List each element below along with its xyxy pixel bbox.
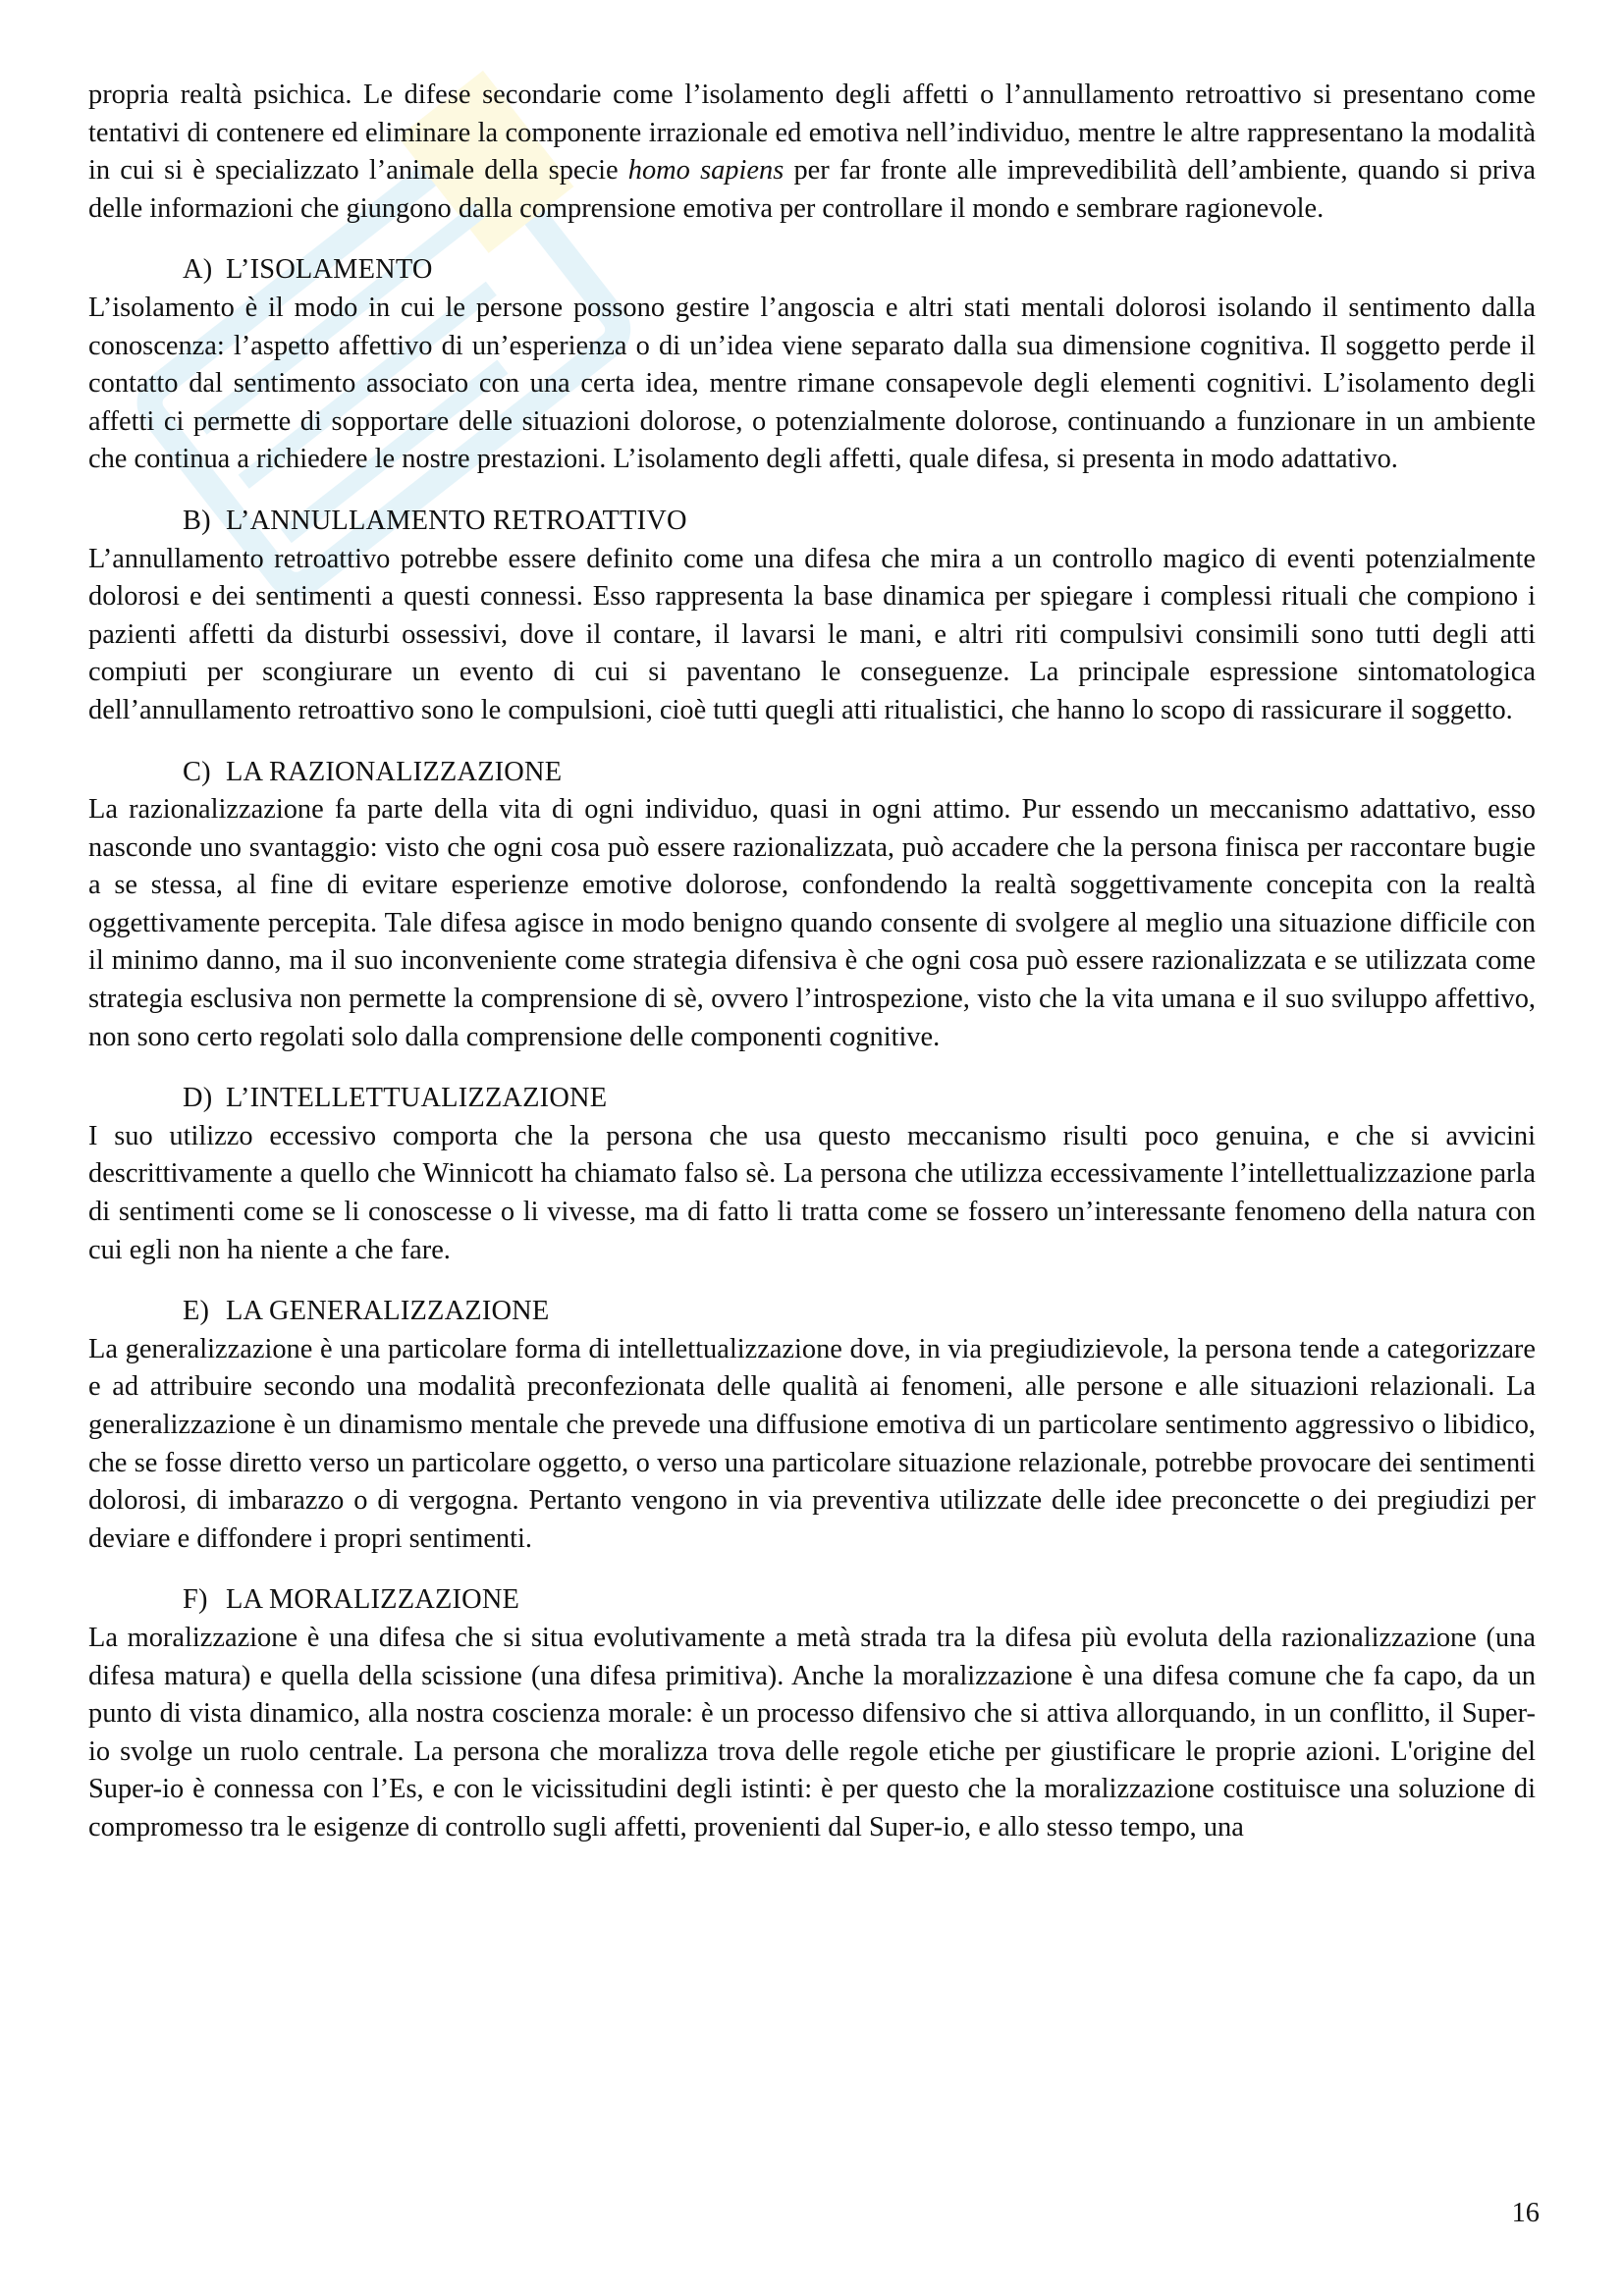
- section-heading-annullamento: [88, 503, 1536, 541]
- section-paragraph-generalizzazione: La generalizzazione è una particolare forma di intellettualizzazione dove, in via pregiudizievole, la persona tende a categorizzare e ad attribuire secondo una modalità preconfezionata delle qualità ai fenomeni, alle persone e alle situazioni relazionali. La generalizzazione è un dinamismo mentale che prevede una diffusione emotiva di un particolare sentimento aggressivo o libidico, che se fosse diretto verso un particolare oggetto, o verso una particolare situazione relazionale, potrebbe provocare dei sentimenti dolorosi, di imbarazzo o di vergogna. Pertanto vengono in via preventiva utilizzate delle idee preconcette o dei pregiudizi per deviare e diffondere i propri sentimenti.: [88, 1333, 1536, 1554]
- section-paragraph-razionalizzazione: La razionalizzazione fa parte della vita di ogni individuo, quasi in ogni attimo. Pur essendo un meccanismo adattativo, esso nasconde uno svantaggio: visto che ogni cosa può essere razionalizzata, può accadere che la persona finisca per raccontare bugie a se stessa, al fine di evitare esperienze emotive dolorose, confondendo la realtà soggettivamente concepita con la realtà oggettivamente percepita. Tale difesa agisce in modo benigno quando consente di svolgere al meglio una situazione difficile con il minimo danno, ma il suo inconveniente come strategia difensiva è che ogni cosa può essere razionalizzata e se utilizzata come strategia esclusiva non permette la comprensione di sè, ovvero l’introspezione, visto che la vita umana e il suo sviluppo affettivo, non sono certo regolati solo dalla comprensione delle componenti cognitive.: [88, 794, 1536, 1052]
- document-page: [88, 77, 1536, 1847]
- section-title: L’ISOLAMENTO: [226, 254, 433, 286]
- section-heading-moralizzazione: [88, 1581, 1536, 1620]
- section-number: F): [183, 1584, 208, 1616]
- intro-text-start: propria realtà psichica. Le difese secondarie come l’isolamento degli affetti o l’annullamento retroattivo si presentano come tentativi di contenere ed eliminare la componente irrazionale ed emotiva nell’individuo, mentre le altre rappresentano la modalità in cui si è specializzato l’animale della specie: [88, 80, 1536, 187]
- section-number: C): [183, 756, 211, 787]
- section-heading-razionalizzazione: [88, 754, 1536, 792]
- section-heading-isolamento: [88, 251, 1536, 290]
- section-title: L’INTELLETTUALIZZAZIONE: [226, 1083, 608, 1114]
- section-paragraph-annullamento: L’annullamento retroattivo potrebbe essere definito come una difesa che mira a un controllo magico di eventi potenzialmente dolorosi e dei sentimenti a questi connessi. Esso rappresenta la base dinamica per spiegare i complessi rituali che compiono i pazienti affetti da disturbi ossessivi, dove il contare, il lavarsi le mani, e altri riti compulsivi consimili sono tutti degli atti compiuti per scongiurare un evento di cui si paventano le conseguenze. La principale espressione sintomatologica dell’annullamento retroattivo sono le compulsioni, cioè tutti quegli atti ritualistici, che hanno lo scopo di rassicurare il soggetto.: [88, 543, 1536, 725]
- intro-text-end: per far fronte alle imprevedibilità dell’ambiente, quando si priva delle informazioni che giungono dalla comprensione emotiva per controllare il mondo e sembrare ragionevole.: [88, 155, 1537, 224]
- section-heading-intellettualizzazione: [88, 1080, 1536, 1118]
- section-number: D): [183, 1083, 213, 1114]
- section-paragraph-intellettualizzazione: I suo utilizzo eccessivo comporta che la persona che usa questo meccanismo risulti poco genuina, e che si avvicini descrittivamente a quello che Winnicott ha chiamato falso sè. La persona che utilizza eccessivamente l’intellettualizzazione parla di sentimenti come se li conoscesse o li vivesse, ma di fatto li tratta come se fossero un’interessante fenomeno della natura con cui egli non ha niente a che fare.: [88, 1120, 1536, 1265]
- page-number: 16: [1511, 2198, 1540, 2228]
- intro-italic-term: homo sapiens: [627, 155, 784, 187]
- intro-paragraph: [88, 77, 1536, 228]
- section-title: L’ANNULLAMENTO RETROATTIVO: [226, 505, 687, 536]
- section-paragraph-moralizzazione: La moralizzazione è una difesa che si situa evolutivamente a metà strada tra la difesa più evoluta della razionalizzazione (una difesa matura) e quella della scissione (una difesa primitiva). Anche la moralizzazione è una difesa comune che fa capo, da un punto di vista dinamico, alla nostra coscienza morale: è un processo difensivo che si attiva allorquando, in un conflitto, il Super-io svolge un ruolo centrale. La persona che moralizza trova delle regole etiche per giustificare le proprie azioni. L'origine del Super-io è connessa con l’Es, e con le vicissitudini degli istinti: è per questo che la moralizzazione costituisce una soluzione di compromesso tra le esigenze di controllo sugli affetti, provenienti dal Super-io, e allo stesso tempo, una: [88, 1622, 1536, 1842]
- section-paragraph-isolamento: L’isolamento è il modo in cui le persone possono gestire l’angoscia e altri stati mentali dolorosi isolando il sentimento dalla conoscenza: l’aspetto affettivo di un’esperienza o di un’idea viene separato dalla sua dimensione cognitiva. Il soggetto perde il contatto dal sentimento associato con una certa idea, mentre rimane consapevole degli elementi cognitivi. L’isolamento degli affetti ci permette di sopportare delle situazioni dolorose, o potenzialmente dolorose, continuando a funzionare in un ambiente che continua a richiedere le nostre prestazioni. L’isolamento degli affetti, quale difesa, si presenta in modo adattativo.: [88, 292, 1536, 475]
- section-heading-generalizzazione: [88, 1293, 1536, 1331]
- section-title: LA GENERALIZZAZIONE: [226, 1296, 550, 1327]
- section-number: E): [183, 1296, 210, 1327]
- section-title: LA RAZIONALIZZAZIONE: [226, 756, 563, 787]
- section-title: LA MORALIZZAZIONE: [226, 1584, 520, 1616]
- section-number: A): [183, 254, 213, 286]
- section-number: B): [183, 505, 211, 536]
